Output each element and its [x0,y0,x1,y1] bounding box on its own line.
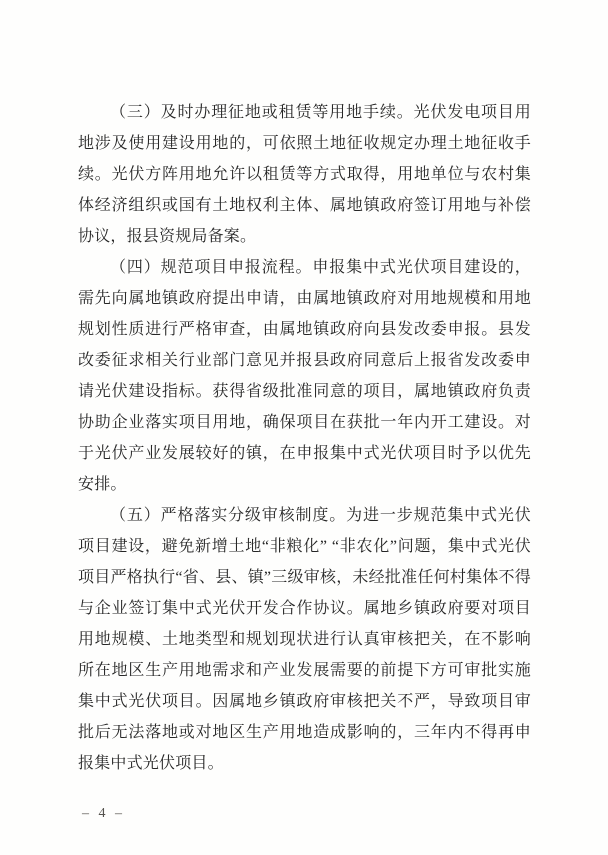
paragraph-5-heading: （五）严格落实分级审核制度。 [110,507,347,524]
page-number: – 4 – [82,806,125,821]
paragraph-3 [78,97,531,252]
paragraph-5 [78,500,531,779]
paragraph-4-text: 申报集中式光伏项目建设的，需先向属地镇政府提出申请，由属地镇政府对用地规模和用地规划性质进行严格审查，由属地镇政府向县发改委申报。县发改委征求相关行业部门意见并报县政府同意后上报省发改委申请光伏建设指标。获得省级批准同意的项目，属地镇政府负责协助企业落实项目用地，确保项目在获批一年内开工建设。对于光伏产业发展较好的镇，在申报集中式光伏项目时予以优先安排。 [78,259,531,493]
paragraph-4-heading: （四）规范项目申报流程。 [110,259,313,276]
paragraph-5-text: 为进一步规范集中式光伏项目建设，避免新增土地“非粮化” “非农化”问题，集中式光伏项目严格执行“省、县、镇”三级审核，未经批准任何村集体不得与企业签订集中式光伏开发合作协议。属地乡镇政府要对项目用地规模、土地类型和规划现状进行认真审核把关，在不影响所在地区生产用地需求和产业发展需要的前提下方可审批实施集中式光伏项目。因属地乡镇政府审核把关不严，导致项目审批后无法落地或对地区生产用地造成影响的，三年内不得再申报集中式光伏项目。 [78,507,531,772]
paragraph-4 [78,252,531,500]
paragraph-3-text: 光伏发电项目用地涉及使用建设用地的，可依照土地征收规定办理土地征收手续。光伏方阵用地允许以租赁等方式取得，用地单位与农村集体经济组织或国有土地权利主体、属地镇政府签订用地与补偿协议，报县资规局备案。 [78,104,531,245]
document-body [78,97,531,779]
paragraph-3-heading: （三）及时办理征地或租赁等用地手续。 [110,104,414,121]
